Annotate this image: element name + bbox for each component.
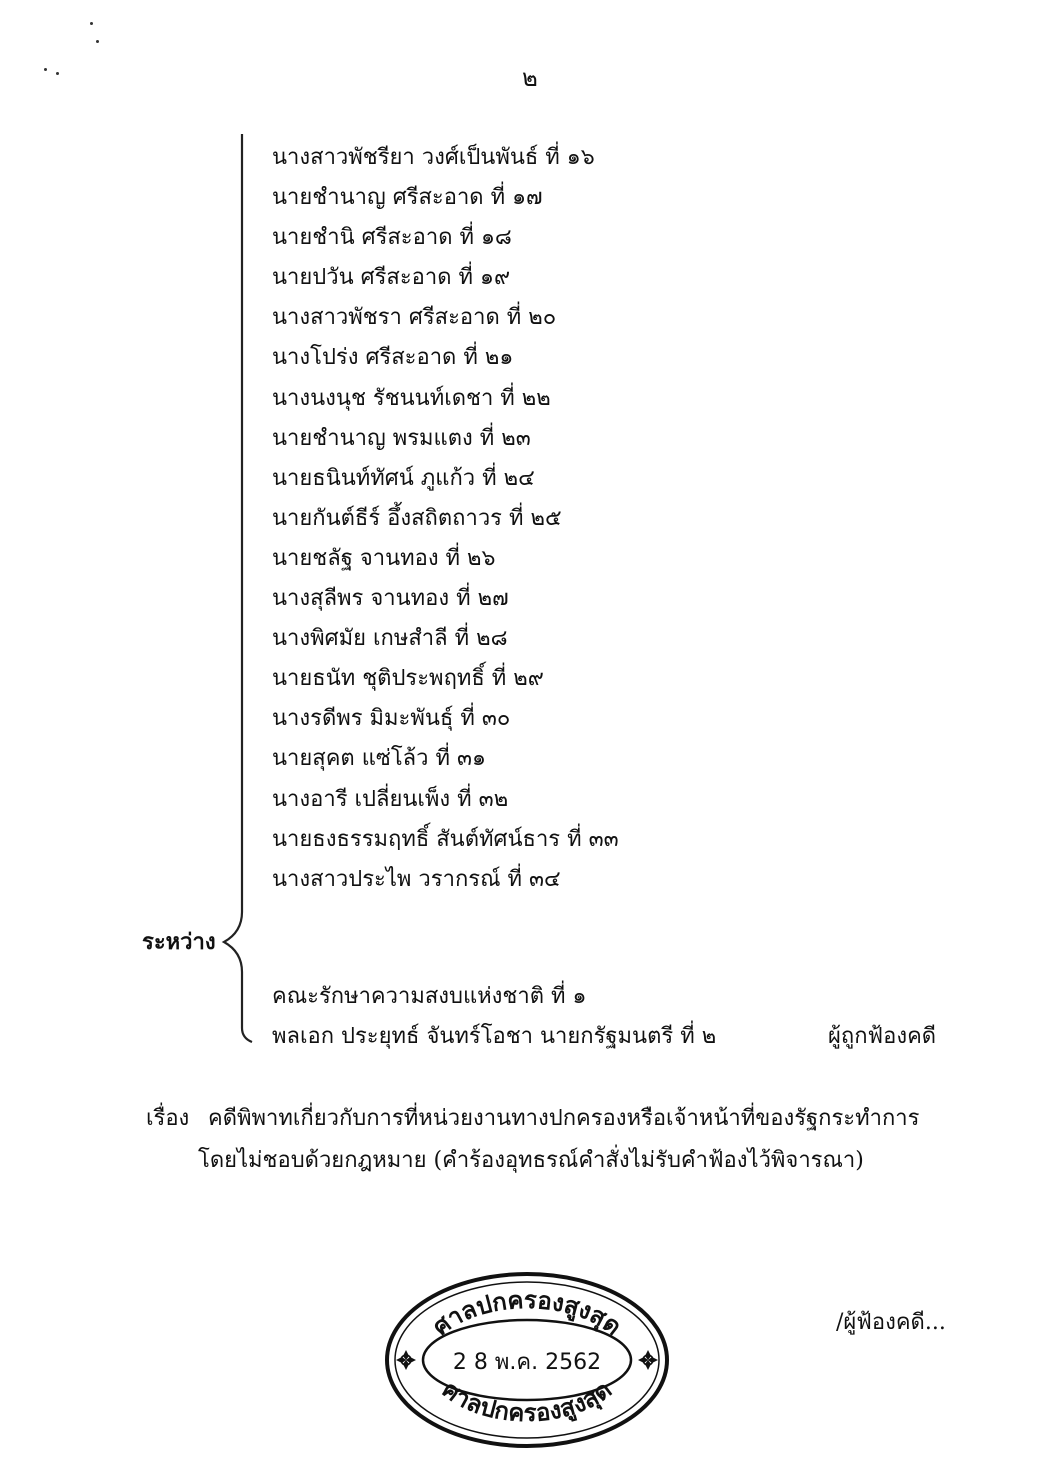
between-label: ระหว่าง (142, 929, 216, 955)
plaintiff-entry: นายธนัท ชุติประพฤทธิ์ ที่ ๒๙ (272, 666, 544, 692)
plaintiff-entry: นางนงนุช รัชนนท์เดชา ที่ ๒๒ (272, 385, 551, 411)
plaintiff-entry: นายธงธรรมฤทธิ์ สันต์ทัศน์ธาร ที่ ๓๓ (272, 826, 619, 852)
stamp-date: 2 8 พ.ค. 2562 (452, 1350, 602, 1375)
plaintiff-entry: นายกันต์ธีร์ อึ้งสถิตถาวร ที่ ๒๕ (272, 505, 562, 531)
plaintiff-entry: นายชำนิ ศรีสะอาด ที่ ๑๘ (272, 225, 512, 251)
plaintiff-entry: นางรดีพร มิมะพันธุ์ ที่ ๓๐ (272, 706, 511, 732)
plaintiff-entry: นางสุลีพร จานทอง ที่ ๒๗ (272, 586, 509, 612)
subject-line: โดยไม่ชอบด้วยกฎหมาย (คำร้องอุทธรณ์คำสั่งไม่รับคำฟ้องไว้พิจารณา) (198, 1148, 864, 1173)
party-brace (212, 132, 272, 1052)
plaintiff-entry: นางสาวพัชรียา วงศ์เป็นพันธ์ ที่ ๑๖ (272, 145, 595, 170)
subject-line: คดีพิพาทเกี่ยวกับการที่หน่วยงานทางปกครองหรือเจ้าหน้าที่ของรัฐกระทำการ (208, 1106, 920, 1131)
plaintiff-entry: นางสาวประไพ วรากรณ์ ที่ ๓๔ (272, 866, 561, 892)
stamp-court-name-bottom: ศาลปกครองสูงสุด (437, 1375, 617, 1428)
plaintiff-entry: นางอารี เปลี่ยนเพ็ง ที่ ๓๒ (272, 786, 509, 812)
plaintiff-entry: นายสุคต แซ่โล้ว ที่ ๓๑ (272, 746, 486, 772)
plaintiff-entry: นางสาวพัชรา ศรีสะอาด ที่ ๒๐ (272, 305, 557, 331)
flower-ornament-icon (396, 1350, 416, 1370)
plaintiff-entry: นายธนินท์ทัศน์ ภูแก้ว ที่ ๒๔ (272, 465, 535, 491)
plaintiff-entry: นายชลัฐ จานทอง ที่ ๒๖ (272, 545, 496, 571)
scan-speck (44, 68, 47, 71)
plaintiff-entry: นายชำนาญ พรมแตง ที่ ๒๓ (272, 425, 531, 451)
plaintiff-list (272, 138, 619, 900)
scan-speck (90, 22, 93, 25)
scan-speck (56, 72, 59, 75)
plaintiff-entry: นางโปร่ง ศรีสะอาด ที่ ๒๑ (272, 345, 514, 371)
plaintiff-entry: นายปวัน ศรีสะอาด ที่ ๑๙ (272, 265, 511, 291)
stamp-court-name-top: ศาลปกครองสูงสุด (427, 1285, 627, 1341)
flower-ornament-icon (638, 1350, 658, 1370)
page-number: ๒ (522, 64, 538, 92)
defendant-entry: คณะรักษาความสงบแห่งชาติ ที่ ๑ (272, 984, 587, 1009)
plaintiff-entry: นายชำนาญ ศรีสะอาด ที่ ๑๗ (272, 185, 543, 211)
plaintiff-entry: นางพิศมัย เกษสำลี ที่ ๒๘ (272, 626, 508, 652)
subject-label: เรื่อง (146, 1106, 190, 1131)
continued-marker: /ผู้ฟ้องคดี... (836, 1310, 946, 1335)
court-stamp (382, 1270, 672, 1450)
defendants-role: ผู้ถูกฟ้องคดี (828, 1024, 937, 1049)
scan-speck (96, 40, 99, 43)
defendant-entry: พลเอก ประยุทธ์ จันทร์โอชา นายกรัฐมนตรี ที่ ๒ (272, 1024, 717, 1049)
